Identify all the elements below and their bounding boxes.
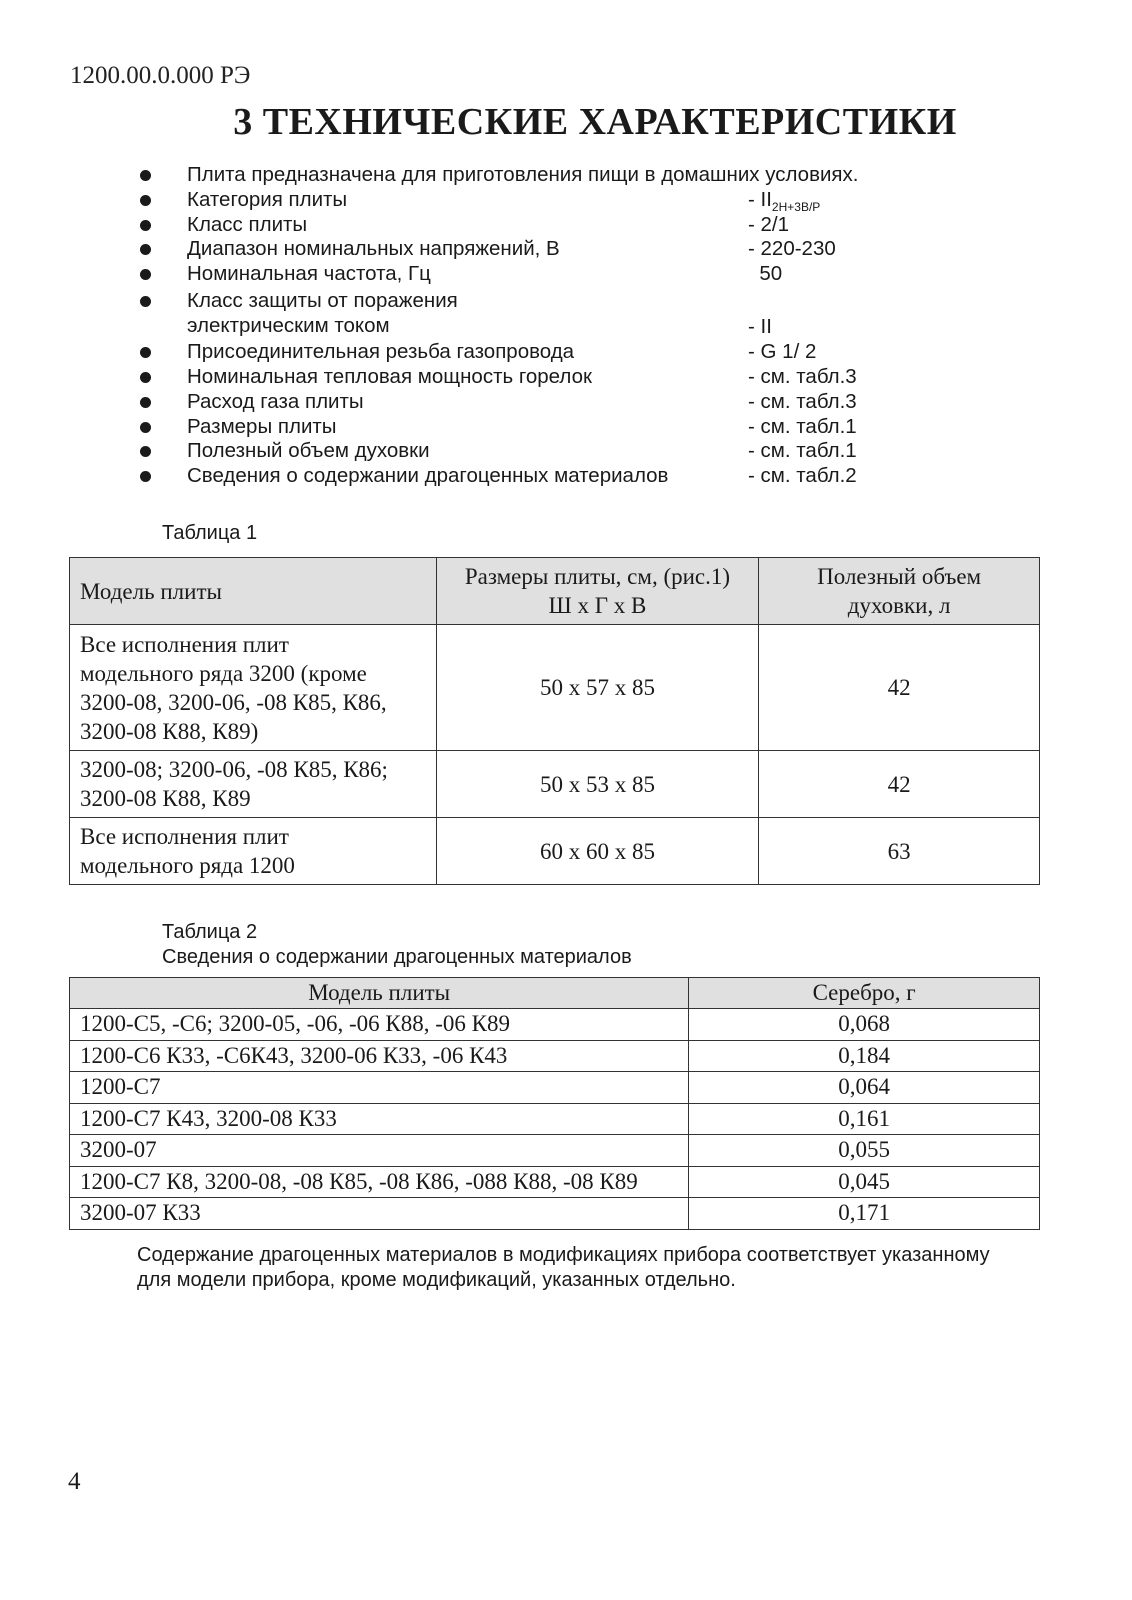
column-header-silver: Серебро, г <box>689 978 1040 1009</box>
model-cell: 3200-07 К33 <box>70 1198 689 1230</box>
spec-label: Номинальная частота, Гц <box>187 262 431 286</box>
volume-cell: 42 <box>759 625 1040 751</box>
footnote-line: для модели прибора, кроме модификаций, указанных отдельно. <box>137 1269 736 1291</box>
spec-value: 50 <box>748 262 783 286</box>
model-cell: 1200-С7 К8, 3200-08, -08 К85, -08 К86, -088 К88, -08 К89 <box>70 1166 689 1198</box>
silver-cell: 0,161 <box>689 1103 1040 1135</box>
table2 <box>69 977 1040 1230</box>
volume-cell: 42 <box>759 751 1040 818</box>
bullet-icon <box>140 471 151 482</box>
table-row <box>70 1040 1040 1072</box>
model-cell: 1200-С6 К33, -С6К43, 3200-06 К33, -06 К43 <box>70 1040 689 1072</box>
table-row <box>70 1103 1040 1135</box>
bullet-icon <box>140 170 151 181</box>
bullet-icon <box>140 195 151 206</box>
spec-value-subscript: 2H+3B/P <box>771 199 821 214</box>
spec-item <box>140 464 1040 489</box>
spec-value: - 220-230 <box>748 237 836 261</box>
document-code: 1200.00.0.000 РЭ <box>70 62 251 89</box>
page-title: 3 ТЕХНИЧЕСКИЕ ХАРАКТЕРИСТИКИ <box>233 101 957 143</box>
table1 <box>69 557 1040 885</box>
table-header-row <box>70 558 1040 625</box>
table-row <box>70 1135 1040 1167</box>
table2-subcaption: Сведения о содержании драгоценных материалов <box>162 946 632 968</box>
spec-item <box>140 365 1040 390</box>
spec-item <box>140 213 1040 238</box>
spec-label-line: электрическим током <box>187 313 390 337</box>
spec-label: Диапазон номинальных напряжений, В <box>187 237 560 261</box>
spec-label: Размеры плиты <box>187 414 337 438</box>
column-header-model: Модель плиты <box>70 978 689 1009</box>
silver-cell: 0,068 <box>689 1009 1040 1041</box>
spec-item <box>140 415 1040 440</box>
table1-caption: Таблица 1 <box>162 522 258 544</box>
bullet-icon <box>140 397 151 408</box>
table-row <box>70 1009 1040 1041</box>
bullet-icon <box>140 296 151 307</box>
spec-item <box>140 390 1040 415</box>
size-cell: 50 х 57 х 85 <box>436 625 759 751</box>
spec-value: - 2/1 <box>748 212 790 236</box>
spec-item <box>140 163 1040 188</box>
table-row <box>70 1166 1040 1198</box>
spec-value: - G 1/ 2 <box>748 340 817 364</box>
model-cell: 1200-С5, -С6; 3200-05, -06, -06 К88, -06 К89 <box>70 1009 689 1041</box>
spec-label: Класс плиты <box>187 212 308 236</box>
bullet-icon <box>140 269 151 280</box>
header-line: Ш х Г х В <box>548 593 647 618</box>
silver-cell: 0,045 <box>689 1166 1040 1198</box>
model-cell: 1200-С7 <box>70 1072 689 1104</box>
column-header-size <box>436 558 759 625</box>
spec-label-line: Класс защиты от поражения <box>187 289 458 313</box>
model-line: модельного ряда 1200 <box>80 853 295 878</box>
spec-value: - см. табл.1 <box>748 439 857 463</box>
model-cell <box>70 818 437 885</box>
bullet-icon <box>140 244 151 255</box>
header-line: Размеры плиты, см, (рис.1) <box>464 564 731 589</box>
table-header-row <box>70 978 1040 1009</box>
model-cell: 3200-07 <box>70 1135 689 1167</box>
model-line: 3200-08 К88, К89 <box>80 786 251 811</box>
spec-label: Полезный объем духовки <box>187 439 430 463</box>
size-cell: 60 х 60 х 85 <box>436 818 759 885</box>
spec-label <box>187 289 458 339</box>
spec-label: Сведения о содержании драгоценных материалов <box>187 464 669 488</box>
spec-value: - см. табл.2 <box>748 464 857 488</box>
silver-cell: 0,184 <box>689 1040 1040 1072</box>
model-cell <box>70 625 437 751</box>
spec-item <box>140 439 1040 464</box>
model-line: 3200-08 К88, К89) <box>80 718 259 744</box>
size-cell: 50 х 53 х 85 <box>436 751 759 818</box>
spec-item <box>140 237 1040 262</box>
spec-value: - см. табл.1 <box>748 414 857 438</box>
model-line: 3200-08; 3200-06, -08 К85, К86; <box>80 757 388 782</box>
spec-label: Номинальная тепловая мощность горелок <box>187 364 592 388</box>
model-cell <box>70 751 437 818</box>
header-line: духовки, л <box>847 593 951 618</box>
silver-cell: 0,064 <box>689 1072 1040 1104</box>
table-row <box>70 625 1040 751</box>
spec-value: - см. табл.3 <box>748 364 857 388</box>
bullet-icon <box>140 446 151 457</box>
table2-caption: Таблица 2 <box>162 921 258 943</box>
page-number: 4 <box>68 1468 81 1495</box>
table-row <box>70 1072 1040 1104</box>
spec-value: - II <box>748 315 772 339</box>
silver-cell: 0,055 <box>689 1135 1040 1167</box>
spec-item <box>140 188 1040 213</box>
bullet-icon <box>140 422 151 433</box>
model-line: Все исполнения плит <box>80 631 289 657</box>
spec-value-main: - II <box>748 187 772 211</box>
bullet-icon <box>140 372 151 383</box>
spec-list <box>140 163 1040 489</box>
silver-cell: 0,171 <box>689 1198 1040 1230</box>
volume-cell: 63 <box>759 818 1040 885</box>
spec-label: Расход газа плиты <box>187 389 364 413</box>
model-line: 3200-08, 3200-06, -08 К85, К86, <box>80 689 387 715</box>
model-line: Все исполнения плит <box>80 824 289 849</box>
spec-label: Присоединительная резьба газопровода <box>187 340 575 364</box>
spec-label: Плита предназначена для приготовления пищи в домашних условиях. <box>187 163 859 186</box>
spec-item <box>140 262 1040 289</box>
spec-label: Категория плиты <box>187 187 348 211</box>
table-row <box>70 818 1040 885</box>
header-line: Полезный объем <box>817 564 982 589</box>
bullet-icon <box>140 347 151 358</box>
spec-item <box>140 340 1040 365</box>
table-row <box>70 1198 1040 1230</box>
spec-item <box>140 289 1040 340</box>
model-line: модельного ряда 3200 (кроме <box>80 660 367 686</box>
table-row <box>70 751 1040 818</box>
bullet-icon <box>140 220 151 231</box>
spec-value: - см. табл.3 <box>748 389 857 413</box>
table2-footnote <box>137 1243 1057 1293</box>
footnote-line: Содержание драгоценных материалов в модификациях прибора соответствует указанному <box>137 1244 990 1266</box>
column-header-volume <box>759 558 1040 625</box>
column-header-model: Модель плиты <box>70 558 437 625</box>
model-cell: 1200-С7 К43, 3200-08 К33 <box>70 1103 689 1135</box>
